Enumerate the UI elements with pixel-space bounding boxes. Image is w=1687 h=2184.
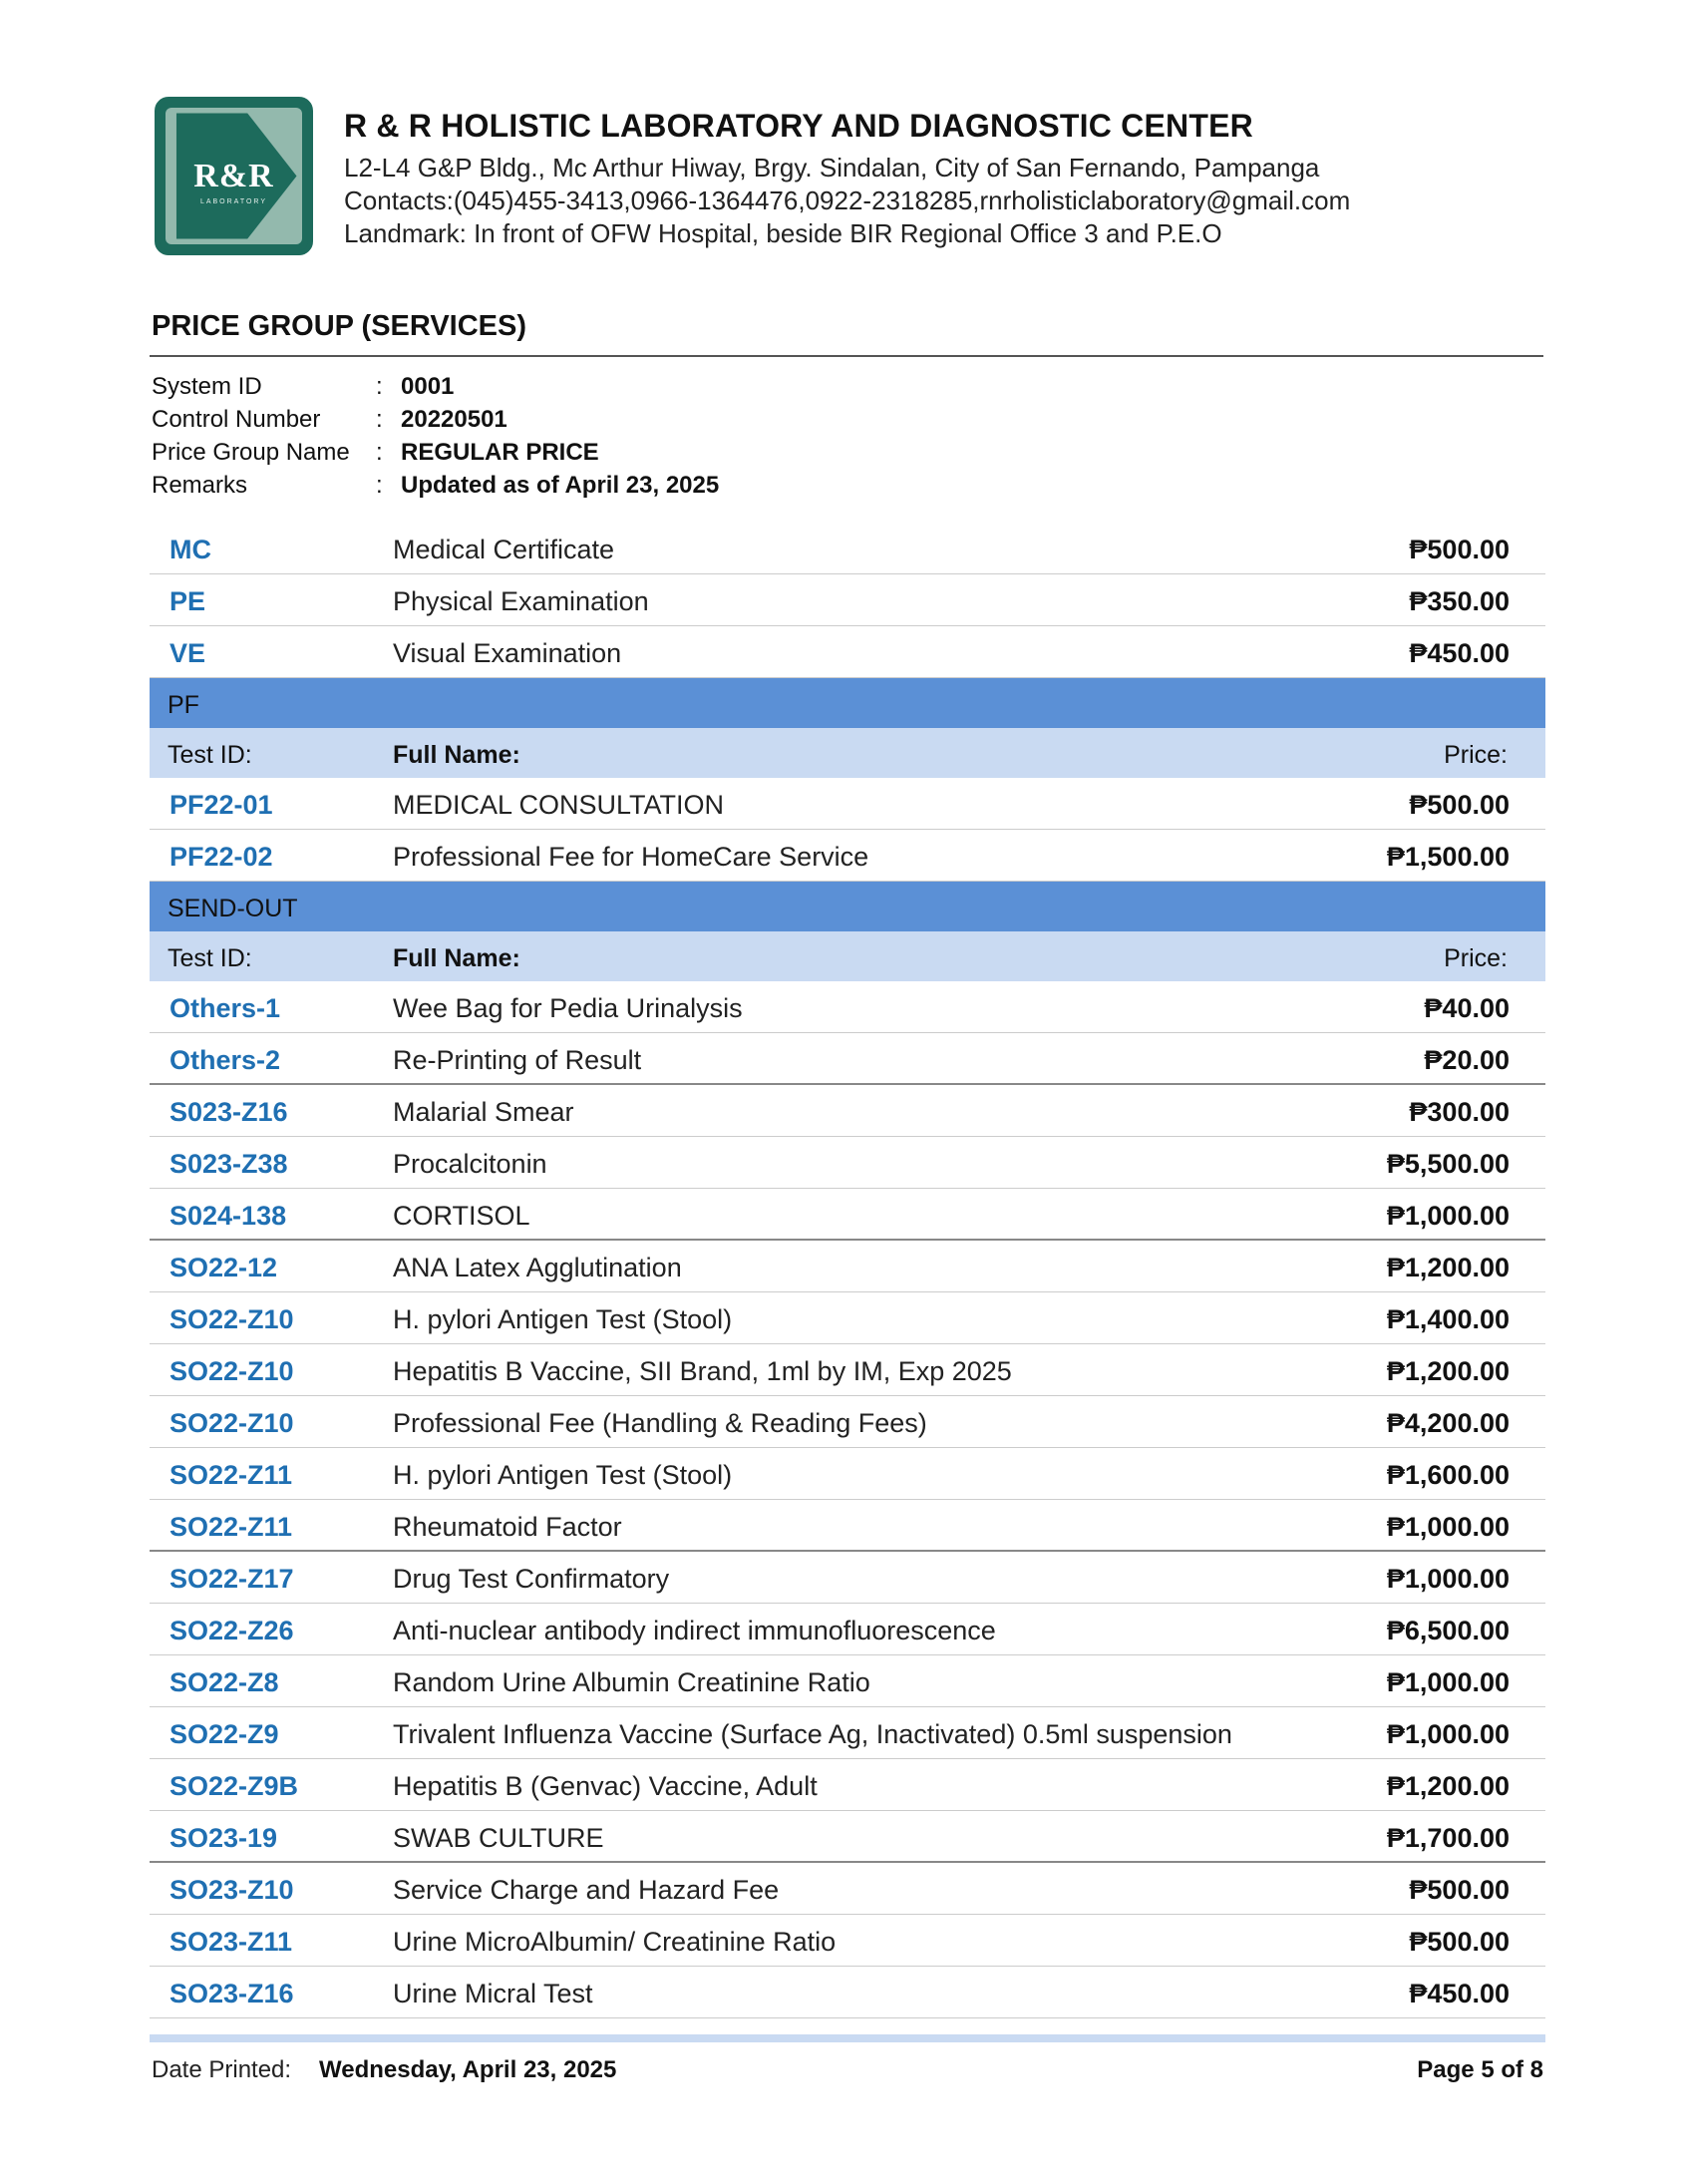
group-header bbox=[150, 678, 1545, 728]
test-name: Professional Fee for HomeCare Service bbox=[393, 842, 869, 872]
organization-address: L2-L4 G&P Bldg., Mc Arthur Hiway, Brgy. Sindalan, City of San Fernando, Pampanga bbox=[344, 153, 1320, 182]
column-header-full-name: Full Name: bbox=[393, 944, 520, 972]
organization-name: R & R HOLISTIC LABORATORY AND DIAGNOSTIC CENTER bbox=[344, 108, 1253, 144]
group-header bbox=[150, 882, 1545, 931]
table-row bbox=[150, 1707, 1545, 1759]
test-id: SO23-Z16 bbox=[169, 1979, 294, 2008]
test-price: ₱4,200.00 bbox=[1386, 1408, 1510, 1438]
test-id: SO22-Z9B bbox=[169, 1771, 299, 1801]
group-name: SEND-OUT bbox=[168, 895, 298, 922]
table-row bbox=[150, 1915, 1545, 1967]
test-name: Rheumatoid Factor bbox=[393, 1512, 622, 1542]
test-price: ₱40.00 bbox=[1424, 993, 1510, 1023]
test-id: PF22-01 bbox=[169, 790, 273, 820]
test-price: ₱6,500.00 bbox=[1386, 1616, 1510, 1645]
lab-logo bbox=[155, 97, 313, 255]
organization-contacts: Contacts:(045)455-3413,0966-1364476,0922-2318285,rnrholisticlaboratory@gmail.com bbox=[344, 185, 1351, 215]
section-title: PRICE GROUP (SERVICES) bbox=[152, 310, 527, 342]
test-price: ₱20.00 bbox=[1424, 1045, 1510, 1075]
test-name: Trivalent Influenza Vaccine (Surface Ag, Inactivated) 0.5ml suspension bbox=[393, 1719, 1232, 1749]
table-row bbox=[150, 1085, 1545, 1137]
test-price: ₱1,400.00 bbox=[1386, 1304, 1510, 1334]
table-row bbox=[150, 1344, 1545, 1396]
test-price: ₱1,200.00 bbox=[1386, 1356, 1510, 1386]
table-row bbox=[150, 523, 1545, 574]
test-name: CORTISOL bbox=[393, 1201, 530, 1231]
test-name: Anti-nuclear antibody indirect immunofluorescence bbox=[393, 1616, 996, 1645]
test-price: ₱500.00 bbox=[1409, 790, 1510, 820]
organization-landmark: Landmark: In front of OFW Hospital, beside BIR Regional Office 3 and P.E.O bbox=[344, 218, 1222, 248]
meta-colon: : bbox=[376, 439, 383, 466]
test-id: SO22-Z9 bbox=[169, 1719, 279, 1749]
test-id: PF22-02 bbox=[169, 842, 273, 872]
test-name: Physical Examination bbox=[393, 586, 649, 616]
column-header-price: Price: bbox=[1444, 944, 1508, 972]
table-row bbox=[150, 1396, 1545, 1448]
test-price: ₱1,200.00 bbox=[1386, 1771, 1510, 1801]
test-name: Hepatitis B (Genvac) Vaccine, Adult bbox=[393, 1771, 818, 1801]
test-name: Hepatitis B Vaccine, SII Brand, 1ml by IM, Exp 2025 bbox=[393, 1356, 1012, 1386]
table-row bbox=[150, 1604, 1545, 1655]
test-price: ₱300.00 bbox=[1409, 1097, 1510, 1127]
test-name: Drug Test Confirmatory bbox=[393, 1564, 670, 1594]
title-divider bbox=[150, 355, 1543, 357]
logo-subtext: LABORATORY bbox=[199, 198, 268, 205]
test-id: S024-138 bbox=[169, 1201, 287, 1231]
test-price: ₱1,500.00 bbox=[1386, 842, 1510, 872]
test-price: ₱350.00 bbox=[1409, 586, 1510, 616]
table-row bbox=[150, 1967, 1545, 2018]
date-printed-label: Date Printed: bbox=[152, 2056, 292, 2083]
test-id: SO22-Z26 bbox=[169, 1616, 294, 1645]
test-id: VE bbox=[169, 638, 206, 668]
table-row bbox=[150, 1759, 1545, 1811]
meta-label: Price Group Name bbox=[152, 439, 350, 466]
test-name: Wee Bag for Pedia Urinalysis bbox=[393, 993, 743, 1023]
test-id: MC bbox=[169, 535, 211, 564]
meta-colon: : bbox=[376, 406, 383, 433]
meta-value: REGULAR PRICE bbox=[401, 439, 599, 466]
test-id: SO22-Z11 bbox=[169, 1460, 293, 1490]
test-name: Medical Certificate bbox=[393, 535, 615, 564]
test-id: Others-1 bbox=[169, 993, 281, 1023]
test-name: Re-Printing of Result bbox=[393, 1045, 642, 1075]
group-name: PF bbox=[168, 691, 199, 719]
test-id: SO22-Z8 bbox=[169, 1667, 279, 1697]
document-header bbox=[155, 97, 1550, 261]
meta-label: Remarks bbox=[152, 472, 248, 499]
test-name: Visual Examination bbox=[393, 638, 622, 668]
test-id: SO23-Z10 bbox=[169, 1875, 294, 1905]
page-number: Page 5 of 8 bbox=[1417, 2056, 1543, 2083]
test-price: ₱450.00 bbox=[1409, 1979, 1510, 2008]
meta-colon: : bbox=[376, 373, 383, 400]
table-row bbox=[150, 1292, 1545, 1344]
test-price: ₱500.00 bbox=[1409, 1927, 1510, 1957]
test-name: Service Charge and Hazard Fee bbox=[393, 1875, 780, 1905]
column-header-test-id: Test ID: bbox=[168, 741, 252, 769]
test-price: ₱500.00 bbox=[1409, 1875, 1510, 1905]
test-id: SO22-Z11 bbox=[169, 1512, 293, 1542]
test-id: S023-Z16 bbox=[169, 1097, 288, 1127]
test-price: ₱5,500.00 bbox=[1386, 1149, 1510, 1179]
test-name: H. pylori Antigen Test (Stool) bbox=[393, 1460, 733, 1490]
test-name: Urine Micral Test bbox=[393, 1979, 593, 2008]
meta-colon: : bbox=[376, 472, 383, 499]
test-id: SO22-Z10 bbox=[169, 1408, 294, 1438]
test-name: ANA Latex Agglutination bbox=[393, 1253, 682, 1282]
table-row bbox=[150, 1811, 1545, 1863]
meta-value: 0001 bbox=[401, 373, 455, 400]
footer-divider bbox=[150, 2034, 1545, 2042]
test-price: ₱1,000.00 bbox=[1386, 1667, 1510, 1697]
test-price: ₱1,000.00 bbox=[1386, 1512, 1510, 1542]
date-printed-value: Wednesday, April 23, 2025 bbox=[319, 2056, 617, 2083]
test-name: Procalcitonin bbox=[393, 1149, 547, 1179]
test-id: S023-Z38 bbox=[169, 1149, 288, 1179]
test-name: Random Urine Albumin Creatinine Ratio bbox=[393, 1667, 870, 1697]
meta-value: 20220501 bbox=[401, 406, 507, 433]
test-price: ₱1,600.00 bbox=[1386, 1460, 1510, 1490]
meta-label: Control Number bbox=[152, 406, 321, 433]
test-id: SO22-Z10 bbox=[169, 1304, 294, 1334]
test-name: Professional Fee (Handling & Reading Fees) bbox=[393, 1408, 927, 1438]
test-id: SO23-19 bbox=[169, 1823, 278, 1853]
column-header-price: Price: bbox=[1444, 741, 1508, 769]
test-id: PE bbox=[169, 586, 206, 616]
test-price: ₱1,000.00 bbox=[1386, 1564, 1510, 1594]
column-header-row bbox=[150, 931, 1545, 981]
column-header-row bbox=[150, 728, 1545, 778]
table-row bbox=[150, 1033, 1545, 1085]
test-id: SO22-12 bbox=[169, 1253, 278, 1282]
table-row bbox=[150, 1241, 1545, 1292]
test-price: ₱1,000.00 bbox=[1386, 1719, 1510, 1749]
price-table bbox=[150, 523, 1545, 2018]
table-row bbox=[150, 778, 1545, 830]
test-id: SO22-Z17 bbox=[169, 1564, 294, 1594]
test-price: ₱450.00 bbox=[1409, 638, 1510, 668]
test-id: Others-2 bbox=[169, 1045, 281, 1075]
table-row bbox=[150, 981, 1545, 1033]
table-row bbox=[150, 1863, 1545, 1915]
logo-text: R&R bbox=[193, 158, 274, 194]
table-row bbox=[150, 574, 1545, 626]
test-price: ₱1,200.00 bbox=[1386, 1253, 1510, 1282]
test-name: Malarial Smear bbox=[393, 1097, 574, 1127]
column-header-full-name: Full Name: bbox=[393, 741, 520, 769]
table-row bbox=[150, 1448, 1545, 1500]
test-price: ₱1,700.00 bbox=[1386, 1823, 1510, 1853]
test-id: SO23-Z11 bbox=[169, 1927, 293, 1957]
test-name: SWAB CULTURE bbox=[393, 1823, 604, 1853]
test-id: SO22-Z10 bbox=[169, 1356, 294, 1386]
test-name: MEDICAL CONSULTATION bbox=[393, 790, 725, 820]
table-row bbox=[150, 1500, 1545, 1552]
test-price: ₱500.00 bbox=[1409, 535, 1510, 564]
test-price: ₱1,000.00 bbox=[1386, 1201, 1510, 1231]
table-row bbox=[150, 1137, 1545, 1189]
meta-label: System ID bbox=[152, 373, 262, 400]
table-row bbox=[150, 1552, 1545, 1604]
meta-value: Updated as of April 23, 2025 bbox=[401, 472, 720, 499]
column-header-test-id: Test ID: bbox=[168, 944, 252, 972]
table-row bbox=[150, 1655, 1545, 1707]
test-name: Urine MicroAlbumin/ Creatinine Ratio bbox=[393, 1927, 837, 1957]
table-row bbox=[150, 830, 1545, 882]
table-row bbox=[150, 626, 1545, 678]
table-row bbox=[150, 1189, 1545, 1241]
test-name: H. pylori Antigen Test (Stool) bbox=[393, 1304, 733, 1334]
